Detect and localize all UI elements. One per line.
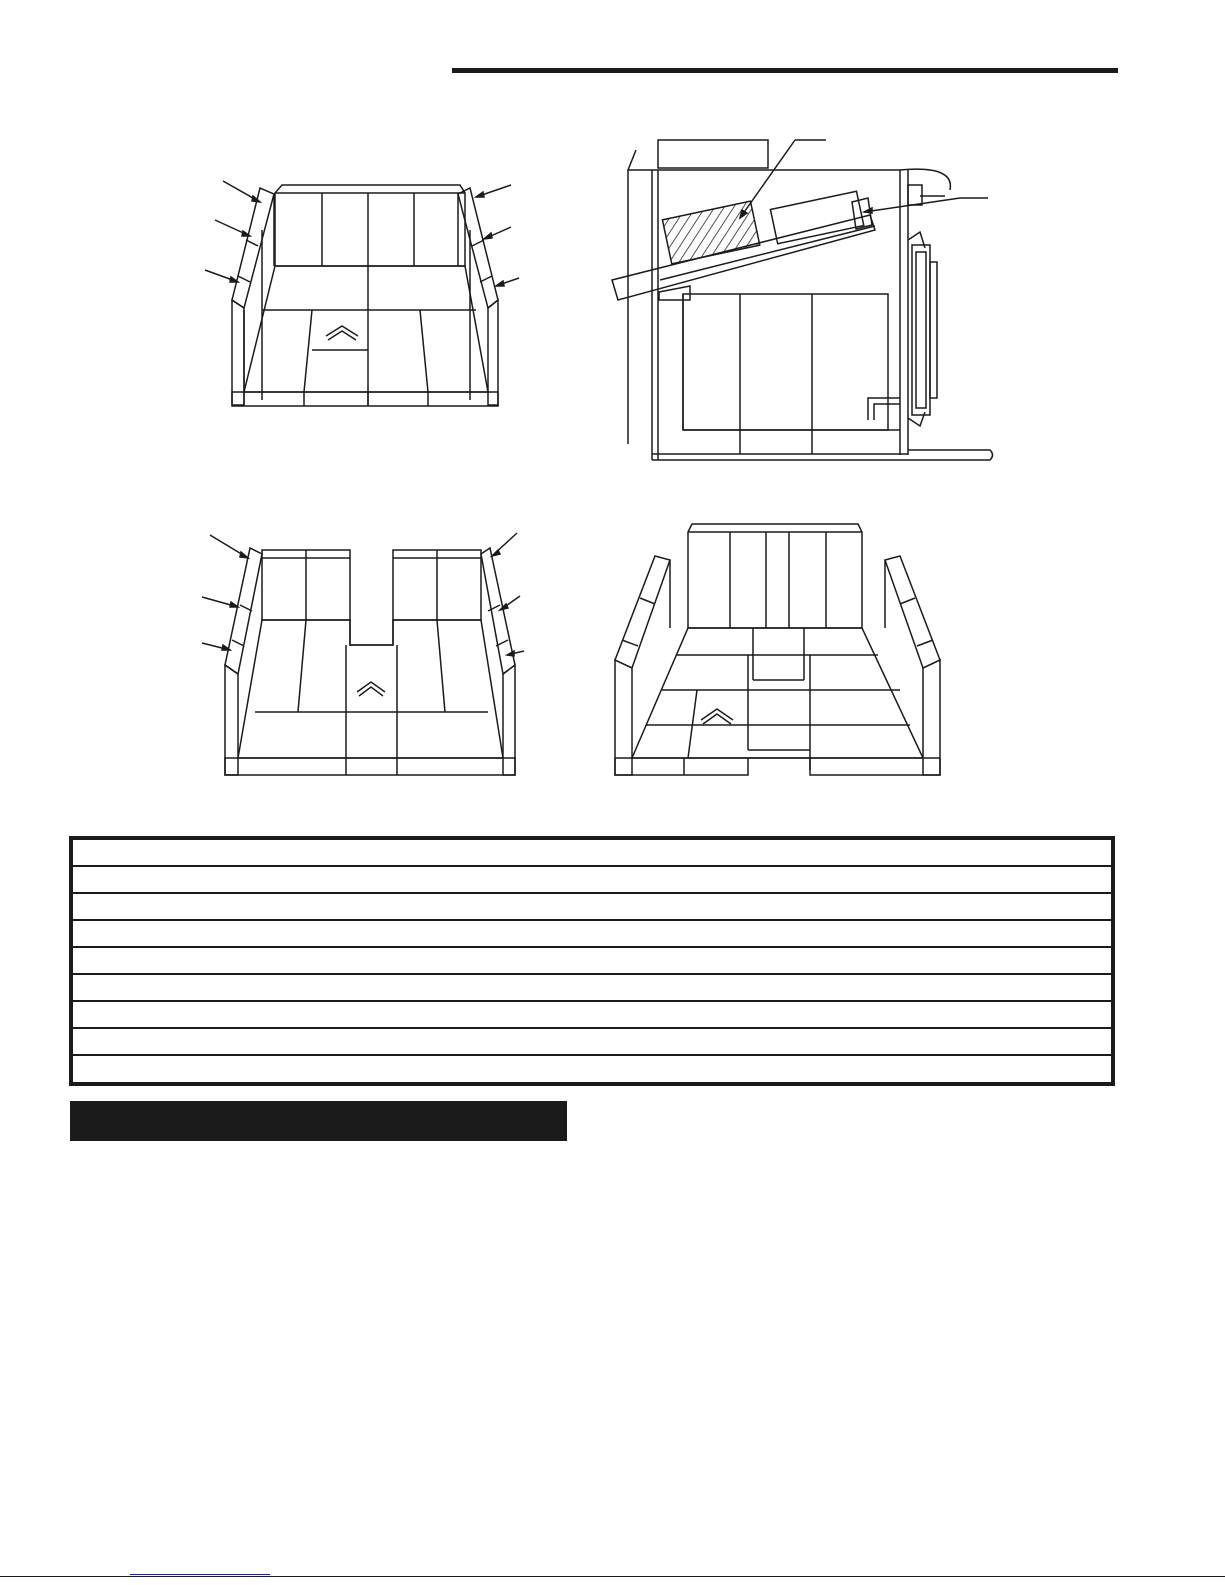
table-row <box>73 867 1111 894</box>
table-row <box>73 894 1111 921</box>
table-row <box>73 1029 1111 1056</box>
firebrick-layout-figure-a <box>210 175 520 415</box>
footer-rule <box>0 1576 1225 1577</box>
table-row <box>73 840 1111 867</box>
table-row <box>73 948 1111 975</box>
footer-link-underline[interactable] <box>130 1574 270 1575</box>
parts-table <box>69 836 1115 1086</box>
table-row <box>73 921 1111 948</box>
firebrick-layout-figure-c <box>610 518 945 783</box>
side-section-figure <box>605 138 995 463</box>
table-row <box>73 975 1111 1002</box>
section-heading-bar <box>70 1101 567 1141</box>
table-row <box>73 1002 1111 1029</box>
table-row <box>73 1056 1111 1083</box>
header-rule <box>452 68 1118 73</box>
firebrick-layout-figure-b <box>195 528 525 783</box>
